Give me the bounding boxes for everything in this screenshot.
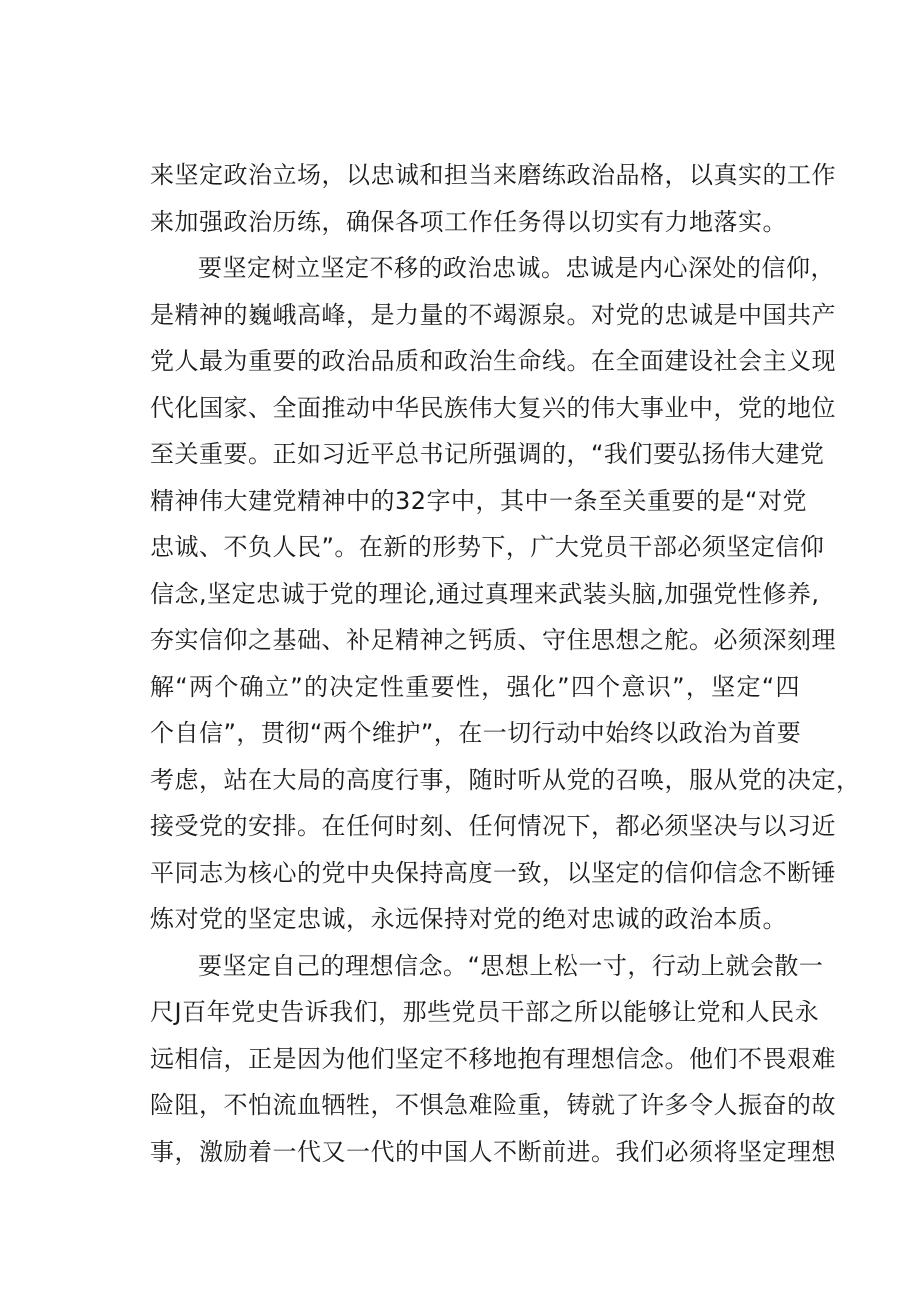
paragraph-line: 尺J百年党史告诉我们，那些党员干部之所以能够让党和人民永 (150, 998, 820, 1026)
paragraph-line: 来坚定政治立场，以忠诚和担当来磨练政治品格，以真实的工作 (150, 161, 836, 189)
paragraph-line: 险阻，不怕流血牺牲，不惧急难险重，铸就了许多令人振奋的故 (150, 1091, 836, 1119)
paragraph-2 (150, 245, 861, 943)
document-body (150, 152, 861, 1175)
paragraph-line: 要坚定自己的理想信念。“思想上松一寸，行动上就会散一 (198, 951, 824, 980)
paragraph-line: 夯实信仰之基础、补足精神之钙质、守住思想之舵。必须深刻理 (150, 626, 836, 654)
paragraph-line: 党人最为重要的政治品质和政治生命线。在全面建设社会主义现 (150, 347, 836, 375)
paragraph-line: 接受党的安排。在任何时刻、任何情况下，都必须坚决与以习近 (150, 812, 836, 840)
paragraph-line: 解“两个确立”的决定性重要性，强化”四个意识”，坚定“四 (150, 672, 800, 701)
paragraph-line: 事，激励着一代又一代的中国人不断前进。我们必须将坚定理想 (150, 1137, 836, 1166)
paragraph-line: 远相信，正是因为他们坚定不移地抱有理想信念。他们不畏艰难 (150, 1044, 836, 1073)
paragraph-line: 信念,坚定忠诚于党的理论,通过真理来武装头脑,加强党性修养, (150, 579, 820, 608)
paragraph-line: 是精神的巍峨高峰，是力量的不竭源泉。对党的忠诚是中国共产 (150, 300, 836, 329)
paragraph-line: 考虑，站在大局的高度行事，随时听从党的召唤，服从党的决定， (150, 765, 861, 794)
paragraph-line: 要坚定树立坚定不移的政治忠诚。忠诚是内心深处的信仰， (198, 254, 835, 282)
paragraph-line: 平同志为核心的党中央保持高度一致，以坚定的信仰信念不断锤 (150, 858, 836, 887)
paragraph-line: 至关重要。正如习近平总书记所强调的，“我们要弘扬伟大建党 (150, 440, 825, 468)
paragraph-line: 忠诚、不负人民”。在新的形势下，广大党员干部必须坚定信仰 (150, 533, 825, 561)
paragraph-line: 精神伟大建党精神中的32字中，其中一条至关重要的是“对党 (150, 486, 807, 515)
paragraph-line: 炼对党的坚定忠诚，永远保持对党的绝对忠诚的政治本质。 (150, 905, 787, 933)
paragraph-1 (150, 152, 836, 245)
paragraph-line: 来加强政治历练，确保各项工作任务得以切实有力地落实。 (150, 207, 787, 236)
paragraph-line: 个自信”，贯彻“两个维护”，在一切行动中始终以政治为首要 (150, 719, 802, 747)
paragraph-line: 代化国家、全面推动中华民族伟大复兴的伟大事业中，党的地位 (150, 393, 836, 422)
paragraph-3 (150, 943, 836, 1176)
